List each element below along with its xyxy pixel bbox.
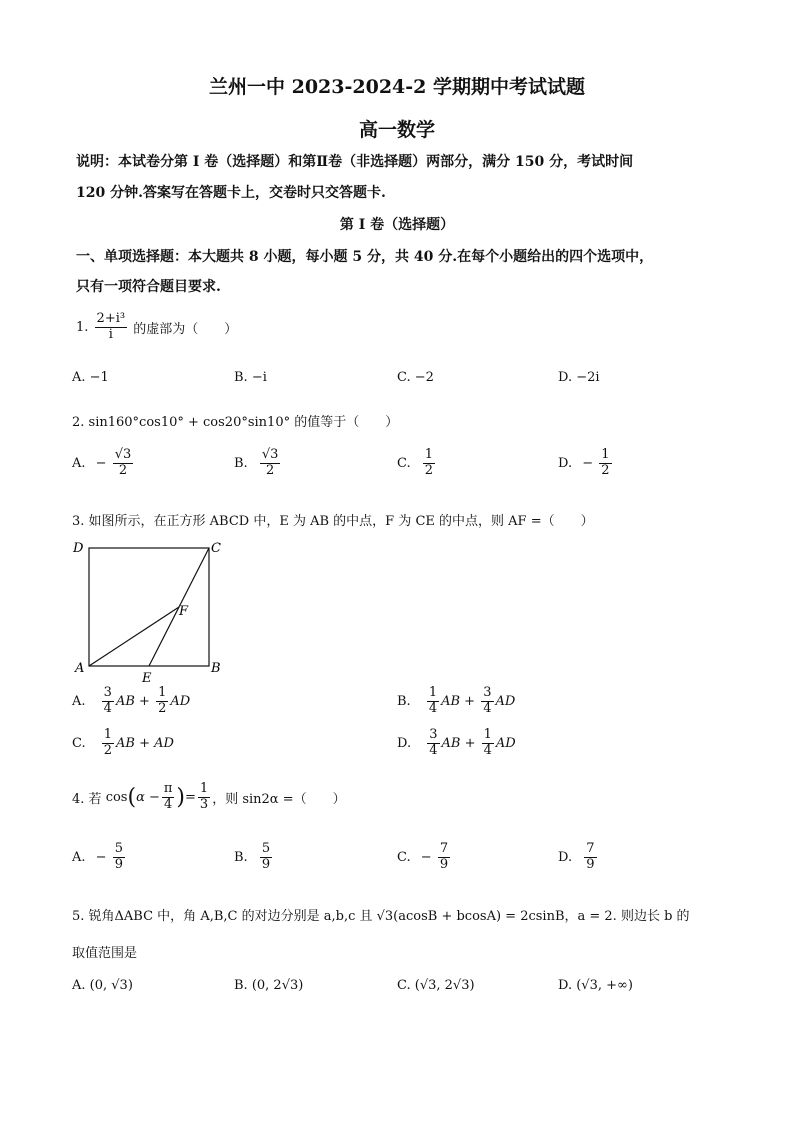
q3-d-coef1-den: 4 [429,742,438,758]
q4-d-label: D. [558,849,573,865]
q4-val-num: 1 [199,781,209,796]
q2-d-den: 2 [601,462,610,478]
q3-b-coef1-num: 1 [428,685,438,700]
q4-option-d [558,842,599,873]
q4-a-den: 9 [114,856,123,872]
q4-a-label: A. [72,849,86,865]
question-1 [76,312,237,343]
q3-d-coef1-num: 3 [429,727,438,742]
question-1-stem: 的虚部为（ ） [133,321,238,337]
q3-d-text: AB + [441,735,480,751]
q2-option-c [397,448,437,479]
q4-option-c [397,842,452,873]
q2-b-den: 2 [265,462,275,478]
q2-a-den: 2 [118,462,128,478]
instructions-line-2: 120 分钟.答案写在答题卡上，交卷时只交答题卡. [76,185,386,201]
q3-c-text: AB + AD [116,735,174,751]
question-1-frac-den: i [108,326,113,342]
exam-title: 兰州一中 2023-2024-2 学期期中考试试题 [209,76,585,98]
q4-option-a [72,842,127,873]
q4-c-sign: − [420,849,432,865]
instructions-line-1: 说明：本试卷分第 I 卷（选择题）和第Ⅱ卷（非选择题）两部分，满分 150 分，考试时间 [76,154,634,170]
q3-option-c [72,728,174,759]
q5-option-a: A. (0, √3) [72,978,133,993]
q3-a-label: A. [72,693,86,709]
q4-d-num: 7 [586,841,595,856]
q3-option-b [397,686,515,717]
q2-c-den: 2 [424,462,434,478]
q1-option-b: B. −i [234,370,267,385]
q1-option-c: C. −2 [397,370,434,385]
q4-c-den: 9 [439,856,449,872]
q4-a-num: 5 [114,841,123,856]
q3-b-tail: AD [495,693,516,709]
q4-inner: α − [136,789,160,805]
q2-b-num: √3 [261,447,279,462]
q4-pi-num: π [163,781,173,796]
q4-b-num: 5 [261,841,271,856]
label-d: D [73,541,84,556]
label-b: B [211,661,221,676]
q5-option-d: D. (√3, +∞) [558,978,633,993]
q4-val-den: 3 [199,796,209,812]
q2-option-a [72,448,135,479]
section-title: 第 I 卷（选择题） [339,217,455,233]
q2-d-num: 1 [601,447,610,462]
q2-option-d [558,448,614,479]
q4-option-b [234,842,274,873]
q3-d-tail: AD [495,735,516,751]
q4-pi-den: 4 [164,796,173,812]
q3-c-coef1-num: 1 [103,727,113,742]
label-a: A [75,661,85,676]
q3-a-tail: AD [170,693,191,709]
q3-a-coef2-num: 1 [158,685,167,700]
q2-b-label: B. [234,455,248,471]
question-5-line-1: 5. 锐角ΔABC 中，角 A,B,C 的对边分别是 a,b,c 且 √3(acosB + bcosA) = 2csinB，a = 2. 则边长 b 的 [72,909,690,924]
part-one-line-2: 只有一项符合题目要求. [76,279,221,295]
q4-equals: = [185,789,196,805]
segment-af [89,607,179,666]
q2-d-sign: − [582,455,594,471]
question-1-frac-num: 2+i³ [96,311,126,326]
square-figure [68,536,238,686]
q2-c-num: 1 [424,447,434,462]
question-4-stem: 4. 若 cos(α − $\frac{\pi}{4}$ )= $\frac{1}{3}$ ，则 sin2α =（ ） [72,781,346,812]
q4-prefix: 4. 若 [72,791,102,807]
q1-option-d: D. −2i [558,370,600,385]
q4-c-num: 7 [439,841,449,856]
q4-a-sign: − [95,849,107,865]
q3-a-coef1-num: 3 [103,685,112,700]
q3-a-text: AB + [115,693,155,709]
q3-option-d [397,728,516,759]
part-one-line-1: 一、单项选择题：本大题共 8 小题，每小题 5 分，共 40 分.在每个小题给出的四个选项中， [76,249,654,265]
exam-subject: 高一数学 [358,119,435,141]
question-1-fraction [95,312,128,343]
q3-d-coef2-den: 4 [483,742,492,758]
label-f: F [179,604,189,619]
q2-c-label: C. [397,455,411,471]
q2-a-num: √3 [114,447,132,462]
q3-b-coef1-den: 4 [428,700,438,716]
q5-option-b: B. (0, 2√3) [234,978,304,993]
label-c: C [211,541,221,556]
question-1-number: 1. [76,319,89,335]
q4-c-label: C. [397,849,411,865]
question-5-line-2: 取值范围是 [72,946,138,961]
q4-suffix: ，则 sin2α =（ ） [212,791,346,807]
q3-c-coef1-den: 2 [103,742,113,758]
q3-c-label: C. [72,735,86,751]
q3-b-label: B. [397,693,411,709]
q3-b-coef2-den: 4 [483,700,492,716]
q3-b-coef2-num: 3 [483,685,492,700]
q3-b-text: AB + [441,693,480,709]
q2-d-label: D. [558,455,573,471]
q3-d-label: D. [397,735,412,751]
q1-option-a: A. −1 [72,370,109,385]
q4-cos: cos [105,789,128,805]
q3-option-a [72,686,190,717]
q4-d-den: 9 [586,856,595,872]
q5-option-c: C. (√3, 2√3) [397,978,475,993]
question-2-stem: 2. sin160°cos10° + cos20°sin10° 的值等于（ ） [72,415,399,430]
q4-b-label: B. [234,849,248,865]
question-3-stem: 3. 如图所示，在正方形 ABCD 中，E 为 AB 的中点，F 为 CE 的中点，则 AF =（ ） [72,514,594,529]
q2-a-sign: − [95,455,107,471]
q3-a-coef2-den: 2 [158,700,167,716]
q4-b-den: 9 [261,856,271,872]
q3-a-coef1-den: 4 [103,700,112,716]
square-outline [89,548,209,666]
label-e: E [142,671,152,686]
q2-a-label: A. [72,455,86,471]
q3-d-coef2-num: 1 [483,727,492,742]
q2-option-b [234,448,282,479]
